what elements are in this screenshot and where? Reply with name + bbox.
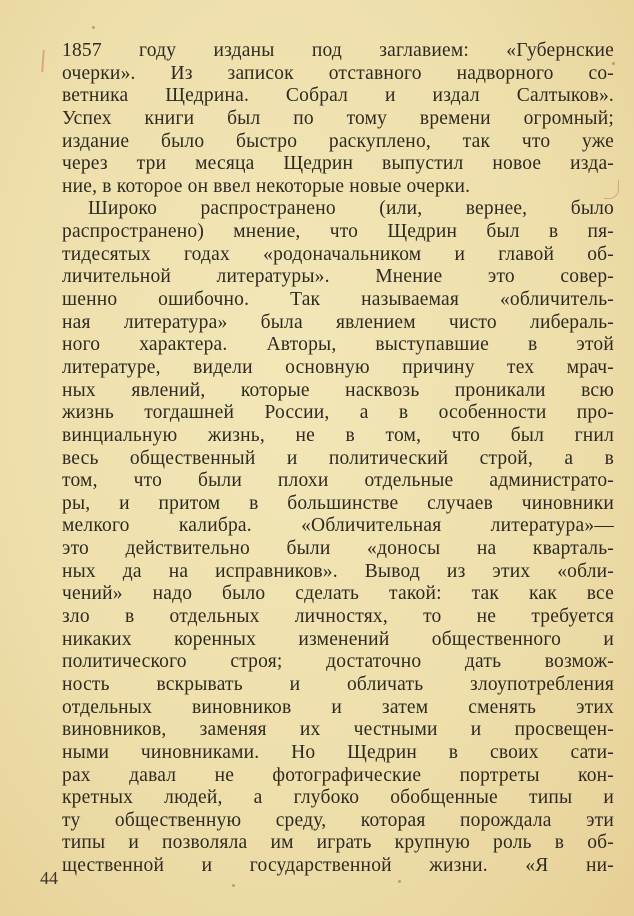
text-line: литературе, видели основную причину тех мрач- xyxy=(62,356,614,378)
text-line: распространено) мнение, что Щедрин был в пя- xyxy=(62,221,614,243)
text-line: чений» надо было сделать такой: так как все xyxy=(62,583,614,605)
text-line: это действительно были «доносы на кварталь- xyxy=(62,538,614,560)
text-line: ных да на исправников». Вывод из этих «обли- xyxy=(62,560,614,582)
text-line: ного характера. Авторы, выступавшие в этой xyxy=(62,334,614,356)
text-line: рах давал не фотографические портреты кон- xyxy=(62,764,614,786)
paper-speck xyxy=(92,26,95,29)
text-line: весь общественный и политический строй, а в xyxy=(62,447,614,469)
text-line: отдельных виновников и затем сменять этих xyxy=(62,696,614,718)
text-line: винциальную жизнь, не в том, что был гнил xyxy=(62,424,614,446)
text-line: личительной литературы». Мнение это совер- xyxy=(62,266,614,288)
text-line: 1857 году изданы под заглавием: «Губернские xyxy=(62,40,614,61)
page-body-text xyxy=(62,40,614,878)
paper-speck xyxy=(232,884,235,887)
text-line: ность вскрывать и обличать злоупотребления xyxy=(62,673,614,695)
text-line: ры, и притом в большинстве случаев чиновники xyxy=(62,492,614,514)
text-line: жизнь тогдашней России, а в особенности про- xyxy=(62,402,614,424)
text-line: ние, в которое он ввел некоторые новые очерки. xyxy=(62,175,471,197)
text-line: типы и позволяла им играть крупную роль в об- xyxy=(62,832,614,854)
text-line: мелкого калибра. «Обличительная литература»— xyxy=(62,515,614,537)
text-line: издание было быстро раскуплено, так что уже xyxy=(62,130,614,152)
text-line: кретных людей, а глубоко обобщенные типы и xyxy=(62,787,614,809)
text-line: ными чиновниками. Но Щедрин в своих сати- xyxy=(62,741,614,763)
paper-speck xyxy=(398,880,401,883)
text-line: через три месяца Щедрин выпустил новое изда- xyxy=(62,153,614,175)
text-line: ная литература» была явлением чисто либераль- xyxy=(62,311,614,333)
text-line: ветника Щедрина. Собрал и издал Салтыков». xyxy=(62,85,614,107)
text-line: ту общественную среду, которая порождала эти xyxy=(62,809,614,831)
text-line: никаких коренных изменений общественного и xyxy=(62,628,614,650)
text-line: очерки». Из записок отставного надворного со- xyxy=(62,62,614,84)
text-line: том, что были плохи отдельные администрато- xyxy=(62,470,614,492)
text-line: Успех книги был по тому времени огромный; xyxy=(62,107,614,129)
text-line: тидесятых годах «родоначальником и главой об- xyxy=(62,243,614,265)
text-line: ных явлений, которые насквозь проникали всю xyxy=(62,379,614,401)
text-line: шенно ошибочно. Так называемая «обличитель- xyxy=(62,289,614,311)
text-line: виновников, заменяя их честными и просвещен- xyxy=(62,719,614,741)
text-line: политического строя; достаточно дать возмож- xyxy=(62,651,614,673)
text-line: щественной и государственной жизни. «Я ни- xyxy=(62,855,614,877)
text-line: Широко распространено (или, вернее, было xyxy=(88,198,614,220)
text-line: зло в отдельных личностях, то не требуется xyxy=(62,606,614,628)
page-number: 44 xyxy=(40,868,58,888)
margin-pen-mark xyxy=(41,50,45,72)
